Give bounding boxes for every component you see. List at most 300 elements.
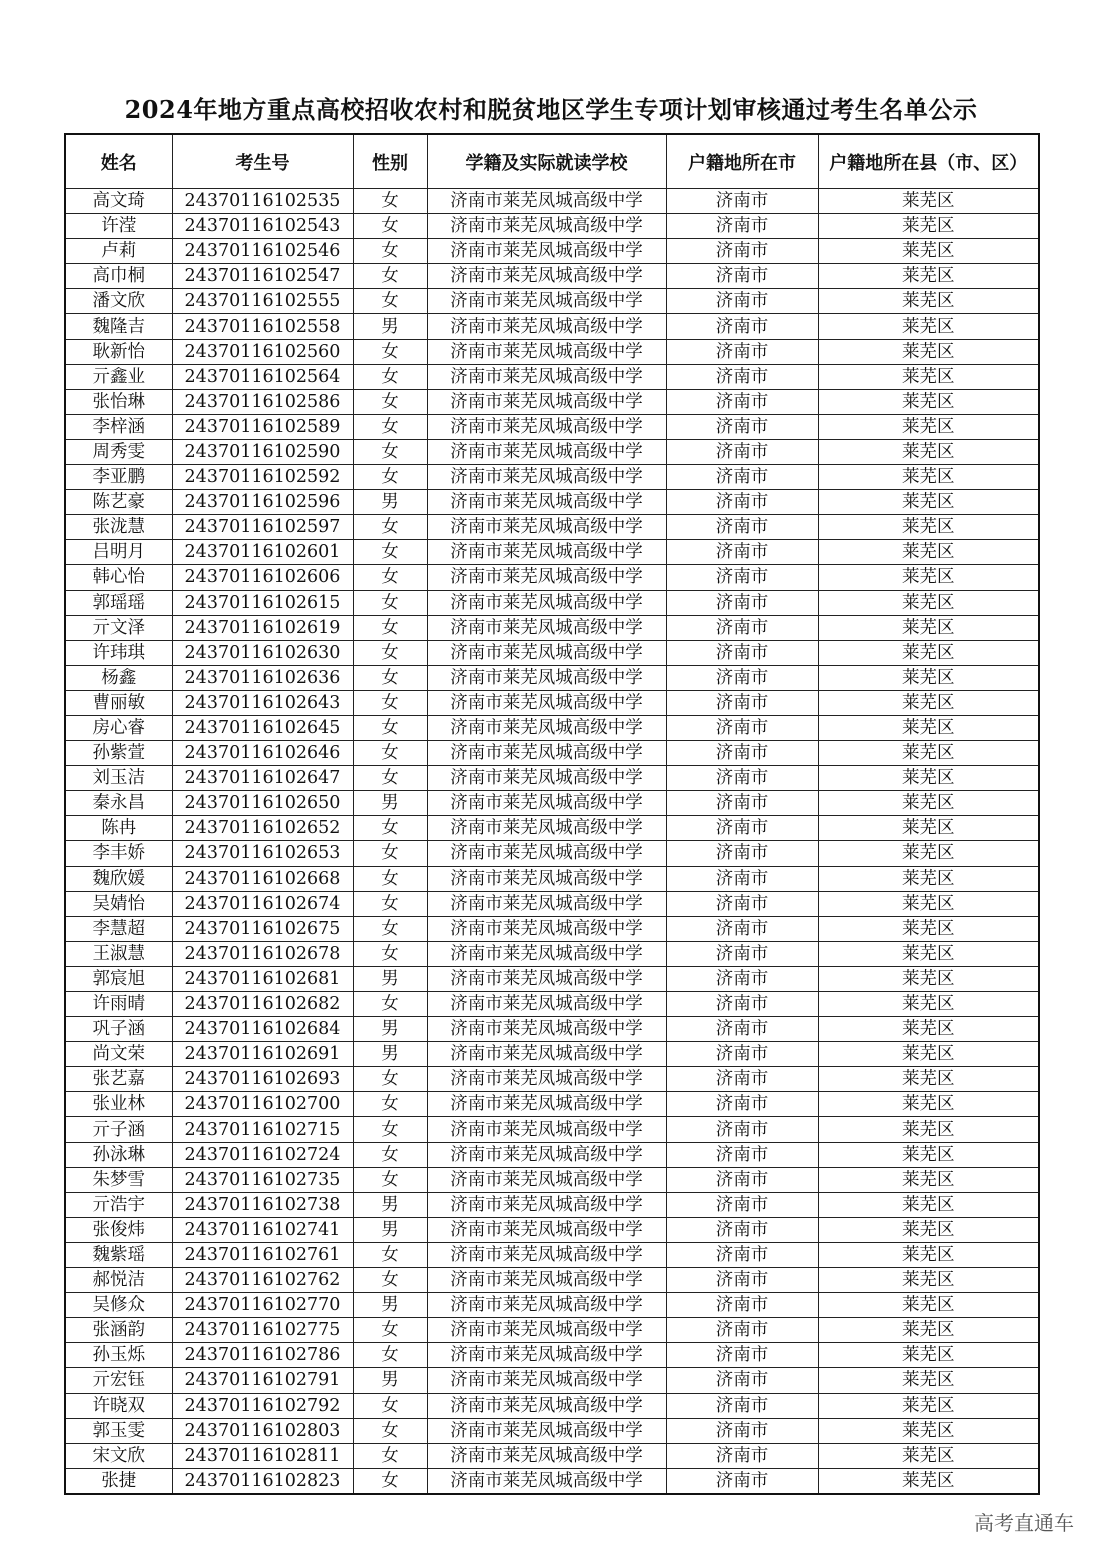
- cell-exam-id: 24370116102652: [172, 816, 353, 841]
- cell-gender: 男: [353, 1368, 427, 1393]
- cell-exam-id: 24370116102682: [172, 992, 353, 1017]
- cell-school: 济南市莱芜凤城高级中学: [427, 314, 666, 339]
- table-row: [65, 239, 1039, 264]
- cell-name: 李丰娇: [65, 841, 172, 866]
- cell-exam-id: 24370116102770: [172, 1293, 353, 1318]
- table-row: [65, 1368, 1039, 1393]
- cell-exam-id: 24370116102547: [172, 264, 353, 289]
- cell-city: 济南市: [666, 1268, 818, 1293]
- cell-name: 高文琦: [65, 189, 172, 214]
- cell-county: 莱芜区: [818, 389, 1039, 414]
- cell-city: 济南市: [666, 1117, 818, 1142]
- cell-name: 李亚鹏: [65, 465, 172, 490]
- table-row: [65, 289, 1039, 314]
- cell-exam-id: 24370116102786: [172, 1343, 353, 1368]
- cell-school: 济南市莱芜凤城高级中学: [427, 966, 666, 991]
- cell-county: 莱芜区: [818, 1418, 1039, 1443]
- cell-school: 济南市莱芜凤城高级中学: [427, 715, 666, 740]
- column-header-city: 户籍地所在市: [666, 134, 818, 189]
- cell-exam-id: 24370116102560: [172, 339, 353, 364]
- cell-name: 张捷: [65, 1468, 172, 1494]
- cell-school: 济南市莱芜凤城高级中学: [427, 690, 666, 715]
- cell-city: 济南市: [666, 590, 818, 615]
- cell-name: 吴修众: [65, 1293, 172, 1318]
- table-row: [65, 189, 1039, 214]
- cell-county: 莱芜区: [818, 490, 1039, 515]
- table-row: [65, 389, 1039, 414]
- cell-exam-id: 24370116102646: [172, 741, 353, 766]
- cell-city: 济南市: [666, 1418, 818, 1443]
- table-row: [65, 465, 1039, 490]
- cell-school: 济南市莱芜凤城高级中学: [427, 565, 666, 590]
- cell-name: 张俊炜: [65, 1217, 172, 1242]
- cell-city: 济南市: [666, 741, 818, 766]
- cell-city: 济南市: [666, 1468, 818, 1494]
- cell-name: 张涵韵: [65, 1318, 172, 1343]
- table-row: [65, 264, 1039, 289]
- cell-gender: 女: [353, 1067, 427, 1092]
- cell-county: 莱芜区: [818, 741, 1039, 766]
- cell-exam-id: 24370116102590: [172, 439, 353, 464]
- table-header-row: [65, 134, 1039, 189]
- table-row: [65, 615, 1039, 640]
- cell-exam-id: 24370116102761: [172, 1242, 353, 1267]
- cell-name: 曹丽敏: [65, 690, 172, 715]
- cell-city: 济南市: [666, 565, 818, 590]
- table-row: [65, 866, 1039, 891]
- cell-school: 济南市莱芜凤城高级中学: [427, 1343, 666, 1368]
- cell-city: 济南市: [666, 1443, 818, 1468]
- cell-name: 许雨晴: [65, 992, 172, 1017]
- cell-school: 济南市莱芜凤城高级中学: [427, 264, 666, 289]
- cell-county: 莱芜区: [818, 1142, 1039, 1167]
- cell-school: 济南市莱芜凤城高级中学: [427, 992, 666, 1017]
- cell-exam-id: 24370116102606: [172, 565, 353, 590]
- cell-gender: 女: [353, 1468, 427, 1494]
- cell-name: 吕明月: [65, 540, 172, 565]
- cell-exam-id: 24370116102564: [172, 364, 353, 389]
- table-row: [65, 1042, 1039, 1067]
- cell-school: 济南市莱芜凤城高级中学: [427, 841, 666, 866]
- cell-gender: 女: [353, 615, 427, 640]
- cell-school: 济南市莱芜凤城高级中学: [427, 289, 666, 314]
- cell-school: 济南市莱芜凤城高级中学: [427, 791, 666, 816]
- cell-county: 莱芜区: [818, 439, 1039, 464]
- cell-exam-id: 24370116102738: [172, 1192, 353, 1217]
- cell-city: 济南市: [666, 239, 818, 264]
- table-row: [65, 1318, 1039, 1343]
- cell-name: 孙紫萱: [65, 741, 172, 766]
- cell-school: 济南市莱芜凤城高级中学: [427, 339, 666, 364]
- cell-name: 许晓双: [65, 1393, 172, 1418]
- cell-school: 济南市莱芜凤城高级中学: [427, 1468, 666, 1494]
- cell-city: 济南市: [666, 1142, 818, 1167]
- cell-city: 济南市: [666, 791, 818, 816]
- cell-city: 济南市: [666, 540, 818, 565]
- cell-gender: 女: [353, 465, 427, 490]
- cell-gender: 女: [353, 189, 427, 214]
- cell-city: 济南市: [666, 1067, 818, 1092]
- cell-county: 莱芜区: [818, 791, 1039, 816]
- table-row: [65, 665, 1039, 690]
- cell-name: 张泷慧: [65, 515, 172, 540]
- cell-county: 莱芜区: [818, 665, 1039, 690]
- cell-gender: 男: [353, 490, 427, 515]
- cell-school: 济南市莱芜凤城高级中学: [427, 1192, 666, 1217]
- table-row: [65, 439, 1039, 464]
- cell-county: 莱芜区: [818, 1368, 1039, 1393]
- cell-city: 济南市: [666, 690, 818, 715]
- cell-county: 莱芜区: [818, 1092, 1039, 1117]
- cell-school: 济南市莱芜凤城高级中学: [427, 916, 666, 941]
- table-row: [65, 791, 1039, 816]
- cell-exam-id: 24370116102597: [172, 515, 353, 540]
- cell-name: 王淑慧: [65, 941, 172, 966]
- table-row: [65, 1443, 1039, 1468]
- table-row: [65, 992, 1039, 1017]
- cell-name: 朱梦雪: [65, 1167, 172, 1192]
- cell-county: 莱芜区: [818, 339, 1039, 364]
- cell-county: 莱芜区: [818, 1443, 1039, 1468]
- cell-school: 济南市莱芜凤城高级中学: [427, 891, 666, 916]
- cell-name: 耿新怡: [65, 339, 172, 364]
- cell-county: 莱芜区: [818, 766, 1039, 791]
- cell-name: 许玮琪: [65, 640, 172, 665]
- table-row: [65, 1192, 1039, 1217]
- cell-gender: 女: [353, 665, 427, 690]
- cell-name: 张业林: [65, 1092, 172, 1117]
- cell-exam-id: 24370116102724: [172, 1142, 353, 1167]
- cell-gender: 男: [353, 1217, 427, 1242]
- cell-name: 陈艺豪: [65, 490, 172, 515]
- table-row: [65, 1217, 1039, 1242]
- cell-gender: 女: [353, 515, 427, 540]
- cell-name: 郭宸旭: [65, 966, 172, 991]
- cell-gender: 女: [353, 1393, 427, 1418]
- cell-county: 莱芜区: [818, 841, 1039, 866]
- cell-school: 济南市莱芜凤城高级中学: [427, 1017, 666, 1042]
- cell-gender: 女: [353, 1268, 427, 1293]
- cell-gender: 女: [353, 1167, 427, 1192]
- table-row: [65, 766, 1039, 791]
- table-row: [65, 214, 1039, 239]
- cell-name: 巩子涵: [65, 1017, 172, 1042]
- cell-city: 济南市: [666, 1242, 818, 1267]
- cell-county: 莱芜区: [818, 1242, 1039, 1267]
- cell-exam-id: 24370116102645: [172, 715, 353, 740]
- table-row: [65, 1242, 1039, 1267]
- cell-name: 卢莉: [65, 239, 172, 264]
- cell-gender: 女: [353, 941, 427, 966]
- cell-exam-id: 24370116102693: [172, 1067, 353, 1092]
- cell-name: 宋文欣: [65, 1443, 172, 1468]
- table-row: [65, 590, 1039, 615]
- cell-school: 济南市莱芜凤城高级中学: [427, 665, 666, 690]
- cell-exam-id: 24370116102792: [172, 1393, 353, 1418]
- cell-gender: 女: [353, 916, 427, 941]
- watermark: 高考直通车: [974, 1511, 1074, 1535]
- cell-name: 亓鑫业: [65, 364, 172, 389]
- cell-city: 济南市: [666, 941, 818, 966]
- cell-name: 秦永昌: [65, 791, 172, 816]
- cell-exam-id: 24370116102543: [172, 214, 353, 239]
- cell-city: 济南市: [666, 264, 818, 289]
- cell-city: 济南市: [666, 1042, 818, 1067]
- table-row: [65, 565, 1039, 590]
- cell-gender: 女: [353, 364, 427, 389]
- cell-gender: 女: [353, 1242, 427, 1267]
- table-row: [65, 1393, 1039, 1418]
- cell-exam-id: 24370116102586: [172, 389, 353, 414]
- cell-exam-id: 24370116102762: [172, 1268, 353, 1293]
- cell-school: 济南市莱芜凤城高级中学: [427, 1393, 666, 1418]
- cell-exam-id: 24370116102715: [172, 1117, 353, 1142]
- cell-gender: 女: [353, 389, 427, 414]
- cell-name: 魏紫瑶: [65, 1242, 172, 1267]
- cell-county: 莱芜区: [818, 1268, 1039, 1293]
- cell-city: 济南市: [666, 515, 818, 540]
- cell-gender: 女: [353, 1117, 427, 1142]
- cell-gender: 女: [353, 715, 427, 740]
- cell-exam-id: 24370116102675: [172, 916, 353, 941]
- cell-county: 莱芜区: [818, 1167, 1039, 1192]
- cell-name: 郭玉雯: [65, 1418, 172, 1443]
- cell-exam-id: 24370116102601: [172, 540, 353, 565]
- cell-exam-id: 24370116102558: [172, 314, 353, 339]
- cell-name: 亓宏钰: [65, 1368, 172, 1393]
- cell-city: 济南市: [666, 1318, 818, 1343]
- cell-school: 济南市莱芜凤城高级中学: [427, 941, 666, 966]
- cell-school: 济南市莱芜凤城高级中学: [427, 1092, 666, 1117]
- cell-city: 济南市: [666, 1393, 818, 1418]
- cell-city: 济南市: [666, 866, 818, 891]
- cell-county: 莱芜区: [818, 891, 1039, 916]
- cell-gender: 男: [353, 1017, 427, 1042]
- cell-name: 许滢: [65, 214, 172, 239]
- cell-city: 济南市: [666, 766, 818, 791]
- cell-exam-id: 24370116102555: [172, 289, 353, 314]
- table-row: [65, 314, 1039, 339]
- table-row: [65, 414, 1039, 439]
- cell-exam-id: 24370116102684: [172, 1017, 353, 1042]
- cell-county: 莱芜区: [818, 364, 1039, 389]
- cell-city: 济南市: [666, 992, 818, 1017]
- cell-school: 济南市莱芜凤城高级中学: [427, 1167, 666, 1192]
- cell-school: 济南市莱芜凤城高级中学: [427, 239, 666, 264]
- cell-school: 济南市莱芜凤城高级中学: [427, 1042, 666, 1067]
- cell-school: 济南市莱芜凤城高级中学: [427, 214, 666, 239]
- table-row: [65, 1418, 1039, 1443]
- cell-name: 杨鑫: [65, 665, 172, 690]
- cell-county: 莱芜区: [818, 992, 1039, 1017]
- table-row: [65, 339, 1039, 364]
- cell-exam-id: 24370116102691: [172, 1042, 353, 1067]
- cell-city: 济南市: [666, 966, 818, 991]
- cell-gender: 女: [353, 992, 427, 1017]
- cell-school: 济南市莱芜凤城高级中学: [427, 766, 666, 791]
- cell-county: 莱芜区: [818, 314, 1039, 339]
- cell-school: 济南市莱芜凤城高级中学: [427, 364, 666, 389]
- cell-exam-id: 24370116102735: [172, 1167, 353, 1192]
- cell-exam-id: 24370116102636: [172, 665, 353, 690]
- cell-name: 孙玉烁: [65, 1343, 172, 1368]
- cell-county: 莱芜区: [818, 590, 1039, 615]
- cell-city: 济南市: [666, 439, 818, 464]
- cell-gender: 女: [353, 741, 427, 766]
- cell-gender: 女: [353, 1418, 427, 1443]
- cell-name: 魏欣媛: [65, 866, 172, 891]
- cell-city: 济南市: [666, 465, 818, 490]
- table-row: [65, 540, 1039, 565]
- cell-gender: 女: [353, 590, 427, 615]
- cell-name: 郭瑶瑶: [65, 590, 172, 615]
- cell-exam-id: 24370116102791: [172, 1368, 353, 1393]
- cell-gender: 女: [353, 214, 427, 239]
- table-row: [65, 1092, 1039, 1117]
- cell-exam-id: 24370116102741: [172, 1217, 353, 1242]
- table-row: [65, 640, 1039, 665]
- cell-county: 莱芜区: [818, 540, 1039, 565]
- cell-name: 亓浩宇: [65, 1192, 172, 1217]
- table-row: [65, 741, 1039, 766]
- cell-county: 莱芜区: [818, 239, 1039, 264]
- cell-school: 济南市莱芜凤城高级中学: [427, 1443, 666, 1468]
- table-row: [65, 1268, 1039, 1293]
- cell-exam-id: 24370116102700: [172, 1092, 353, 1117]
- cell-gender: 男: [353, 966, 427, 991]
- column-header-name: 姓名: [65, 134, 172, 189]
- cell-county: 莱芜区: [818, 1293, 1039, 1318]
- cell-name: 亓文泽: [65, 615, 172, 640]
- cell-school: 济南市莱芜凤城高级中学: [427, 615, 666, 640]
- cell-school: 济南市莱芜凤城高级中学: [427, 1067, 666, 1092]
- cell-school: 济南市莱芜凤城高级中学: [427, 1142, 666, 1167]
- cell-county: 莱芜区: [818, 1343, 1039, 1368]
- cell-city: 济南市: [666, 490, 818, 515]
- cell-exam-id: 24370116102823: [172, 1468, 353, 1494]
- table-row: [65, 1017, 1039, 1042]
- cell-gender: 女: [353, 414, 427, 439]
- cell-name: 陈冉: [65, 816, 172, 841]
- cell-city: 济南市: [666, 841, 818, 866]
- cell-school: 济南市莱芜凤城高级中学: [427, 389, 666, 414]
- cell-county: 莱芜区: [818, 941, 1039, 966]
- cell-city: 济南市: [666, 214, 818, 239]
- cell-city: 济南市: [666, 1343, 818, 1368]
- cell-city: 济南市: [666, 1293, 818, 1318]
- cell-name: 潘文欣: [65, 289, 172, 314]
- cell-gender: 女: [353, 891, 427, 916]
- column-header-county: 户籍地所在县（市、区）: [818, 134, 1039, 189]
- cell-county: 莱芜区: [818, 1217, 1039, 1242]
- cell-name: 魏隆吉: [65, 314, 172, 339]
- cell-city: 济南市: [666, 715, 818, 740]
- cell-exam-id: 24370116102535: [172, 189, 353, 214]
- cell-name: 房心睿: [65, 715, 172, 740]
- table-row: [65, 1117, 1039, 1142]
- table-body: [65, 189, 1039, 1494]
- cell-gender: 女: [353, 289, 427, 314]
- cell-school: 济南市莱芜凤城高级中学: [427, 1217, 666, 1242]
- cell-county: 莱芜区: [818, 916, 1039, 941]
- table-row: [65, 916, 1039, 941]
- column-header-school: 学籍及实际就读学校: [427, 134, 666, 189]
- cell-county: 莱芜区: [818, 966, 1039, 991]
- cell-school: 济南市莱芜凤城高级中学: [427, 439, 666, 464]
- cell-school: 济南市莱芜凤城高级中学: [427, 189, 666, 214]
- cell-city: 济南市: [666, 665, 818, 690]
- cell-school: 济南市莱芜凤城高级中学: [427, 465, 666, 490]
- cell-school: 济南市莱芜凤城高级中学: [427, 1293, 666, 1318]
- cell-city: 济南市: [666, 1192, 818, 1217]
- cell-gender: 女: [353, 766, 427, 791]
- student-list-table: [64, 133, 1040, 1495]
- cell-name: 周秀雯: [65, 439, 172, 464]
- cell-gender: 女: [353, 264, 427, 289]
- cell-exam-id: 24370116102775: [172, 1318, 353, 1343]
- cell-exam-id: 24370116102630: [172, 640, 353, 665]
- cell-county: 莱芜区: [818, 1017, 1039, 1042]
- cell-name: 李慧超: [65, 916, 172, 941]
- cell-exam-id: 24370116102592: [172, 465, 353, 490]
- cell-city: 济南市: [666, 1017, 818, 1042]
- cell-city: 济南市: [666, 816, 818, 841]
- cell-exam-id: 24370116102668: [172, 866, 353, 891]
- cell-city: 济南市: [666, 1092, 818, 1117]
- cell-exam-id: 24370116102653: [172, 841, 353, 866]
- cell-gender: 男: [353, 314, 427, 339]
- cell-name: 亓子涵: [65, 1117, 172, 1142]
- cell-county: 莱芜区: [818, 189, 1039, 214]
- cell-exam-id: 24370116102643: [172, 690, 353, 715]
- cell-city: 济南市: [666, 891, 818, 916]
- cell-county: 莱芜区: [818, 264, 1039, 289]
- table-row: [65, 715, 1039, 740]
- cell-name: 李梓涵: [65, 414, 172, 439]
- cell-city: 济南市: [666, 289, 818, 314]
- cell-gender: 男: [353, 1192, 427, 1217]
- cell-school: 济南市莱芜凤城高级中学: [427, 1318, 666, 1343]
- column-header-gender: 性别: [353, 134, 427, 189]
- cell-county: 莱芜区: [818, 465, 1039, 490]
- cell-exam-id: 24370116102589: [172, 414, 353, 439]
- table-row: [65, 1067, 1039, 1092]
- cell-county: 莱芜区: [818, 615, 1039, 640]
- column-header-exam-id: 考生号: [172, 134, 353, 189]
- cell-name: 孙泳琳: [65, 1142, 172, 1167]
- cell-name: 韩心怡: [65, 565, 172, 590]
- cell-gender: 女: [353, 439, 427, 464]
- cell-county: 莱芜区: [818, 414, 1039, 439]
- cell-city: 济南市: [666, 1368, 818, 1393]
- cell-county: 莱芜区: [818, 1117, 1039, 1142]
- cell-school: 济南市莱芜凤城高级中学: [427, 1268, 666, 1293]
- cell-gender: 男: [353, 1293, 427, 1318]
- cell-name: 尚文荣: [65, 1042, 172, 1067]
- table-row: [65, 1293, 1039, 1318]
- cell-county: 莱芜区: [818, 690, 1039, 715]
- cell-exam-id: 24370116102650: [172, 791, 353, 816]
- cell-school: 济南市莱芜凤城高级中学: [427, 640, 666, 665]
- cell-city: 济南市: [666, 615, 818, 640]
- cell-name: 刘玉洁: [65, 766, 172, 791]
- cell-gender: 女: [353, 540, 427, 565]
- cell-school: 济南市莱芜凤城高级中学: [427, 490, 666, 515]
- cell-exam-id: 24370116102674: [172, 891, 353, 916]
- cell-city: 济南市: [666, 389, 818, 414]
- cell-name: 张艺嘉: [65, 1067, 172, 1092]
- cell-gender: 女: [353, 239, 427, 264]
